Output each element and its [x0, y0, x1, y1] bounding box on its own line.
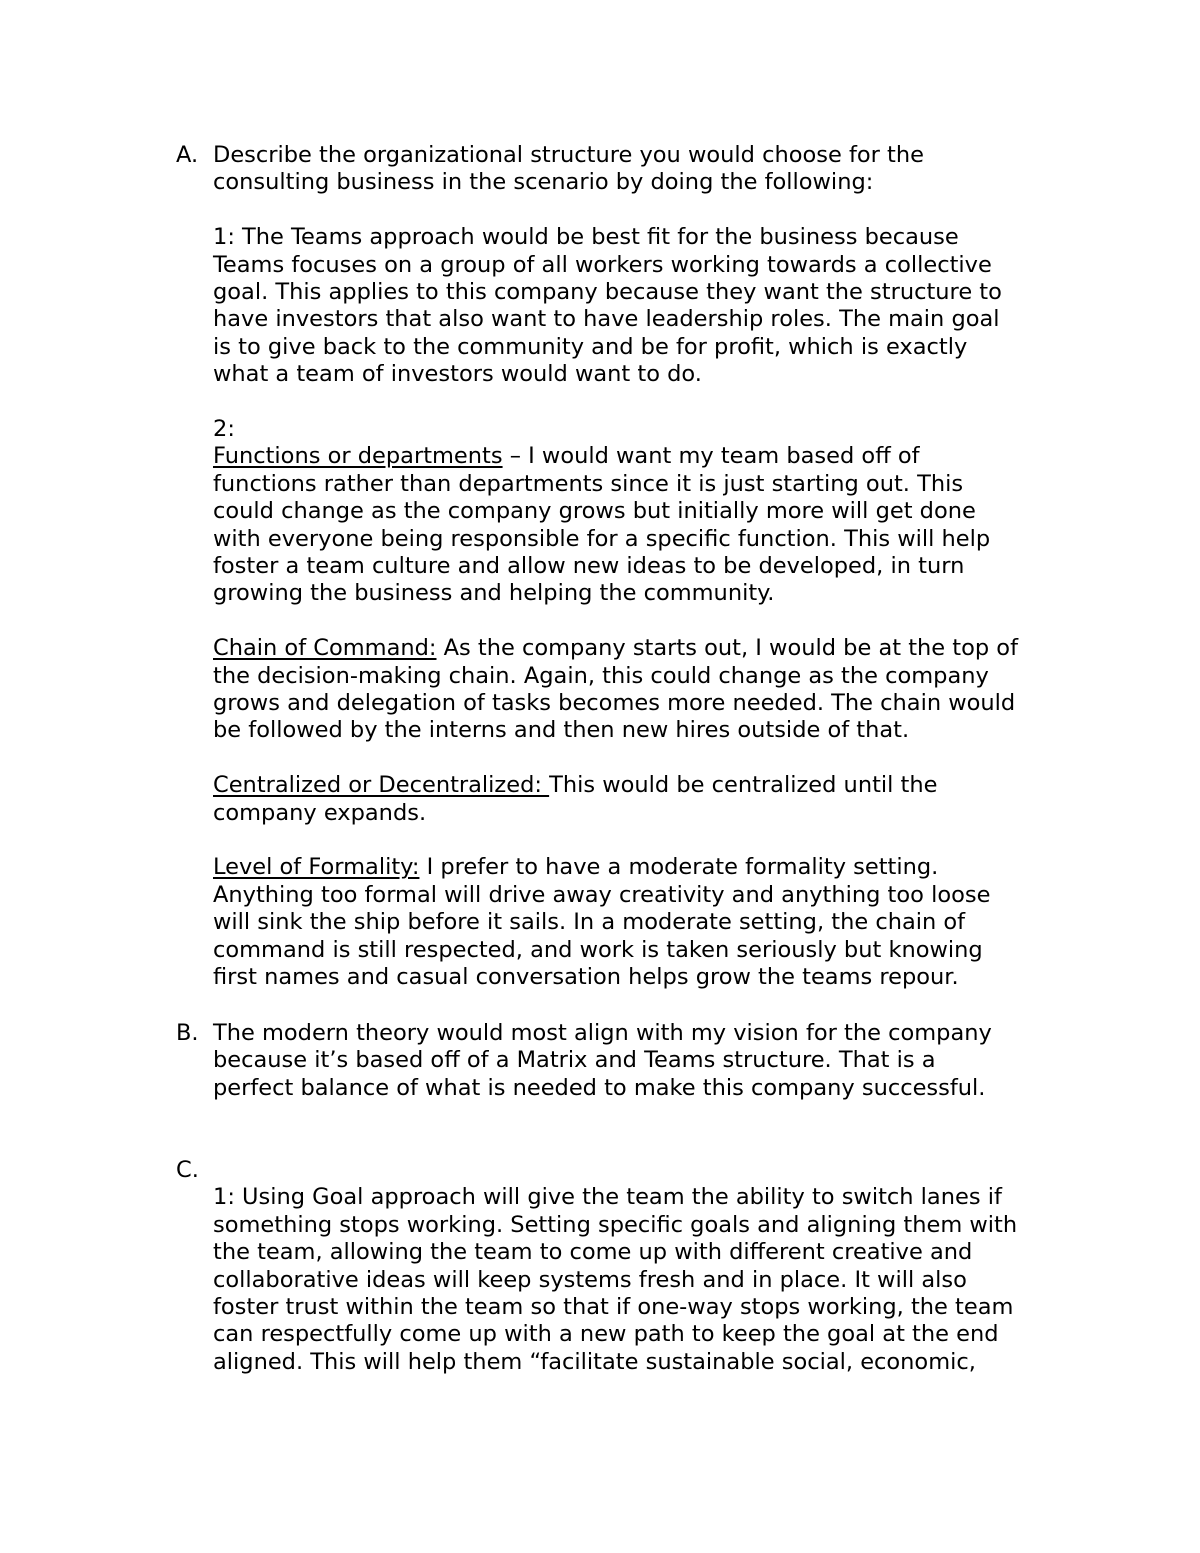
functions-heading: Functions or departments — [213, 443, 503, 470]
part1-line: what a team of investors would want to do. — [213, 361, 702, 388]
functions-line: could change as the company grows but initially more will get done — [213, 498, 976, 525]
formality-first-text: I prefer to have a moderate formality setting. — [419, 854, 939, 881]
blank-line — [213, 608, 1073, 635]
part1-line: have investors that also want to have leadership roles. The main goal — [213, 306, 1000, 333]
part1-line: is to give back to the community and be for profit, which is exactly — [213, 333, 968, 360]
section-b-line: The modern theory would most align with my vision for the company — [213, 1020, 992, 1046]
section-a-intro-line: consulting business in the scenario by doing the following: — [213, 169, 874, 196]
functions-line: growing the business and helping the community. — [213, 580, 775, 607]
chain-first-line — [213, 635, 1073, 662]
functions-first-line — [213, 443, 1073, 470]
section-a-body — [213, 142, 1073, 992]
centralized-first-line — [213, 772, 1073, 799]
part1-line: Teams focuses on a group of all workers working towards a collective — [213, 251, 992, 278]
section-c-line: something stops working. Setting specific goals and aligning them with — [213, 1211, 1018, 1238]
chain-line: the decision-making chain. Again, this could change as the company — [213, 662, 989, 689]
formality-first-line — [213, 854, 1073, 881]
chain-first-text: As the company starts out, I would be at the top of — [436, 635, 1018, 662]
part1-line: goal. This applies to this company because they want the structure to — [213, 279, 1002, 306]
blank-line — [213, 197, 1073, 224]
functions-line: with everyone being responsible for a specific function. This will help — [213, 525, 991, 552]
chain-heading: Chain of Command: — [213, 635, 437, 662]
formality-heading: Level of Formality: — [213, 854, 420, 881]
blank-line — [213, 745, 1073, 772]
section-b-line: because it’s based off of a Matrix and Teams structure. That is a — [213, 1047, 936, 1074]
centralized-heading: Centralized or Decentralized: — [213, 772, 550, 799]
functions-first-text: – I would want my team based off of — [502, 443, 920, 470]
formality-line: first names and casual conversation helps grow the teams repour. — [213, 964, 959, 991]
section-c-body — [213, 1184, 1073, 1376]
section-c-line: can respectfully come up with a new path to keep the goal at the end — [213, 1321, 999, 1348]
section-c-line: 1: Using Goal approach will give the team the ability to switch lanes if — [213, 1184, 1002, 1211]
part2-label: 2: — [213, 416, 235, 443]
section-c-marker: C. — [176, 1157, 199, 1183]
section-c-line: aligned. This will help them “facilitate sustainable social, economic, — [213, 1348, 976, 1375]
formality-line: command is still respected, and work is taken seriously but knowing — [213, 936, 983, 963]
section-c-line: foster trust within the team so that if one-way stops working, the team — [213, 1294, 1014, 1321]
section-c-line: the team, allowing the team to come up with different creative and — [213, 1239, 973, 1266]
section-b-line: perfect balance of what is needed to make this company successful. — [213, 1074, 986, 1101]
functions-line: foster a team culture and allow new ideas to be developed, in turn — [213, 553, 965, 580]
section-b-body — [213, 1020, 1073, 1102]
section-b-marker: B. — [176, 1020, 199, 1046]
section-a-marker: A. — [176, 142, 199, 168]
section-c-line: collaborative ideas will keep systems fresh and in place. It will also — [213, 1266, 967, 1293]
formality-line: will sink the ship before it sails. In a moderate setting, the chain of — [213, 909, 966, 936]
chain-line: be followed by the interns and then new hires outside of that. — [213, 717, 910, 744]
centralized-line: company expands. — [213, 799, 427, 826]
part1-line: 1: The Teams approach would be best fit for the business because — [213, 224, 959, 251]
chain-line: grows and delegation of tasks becomes more needed. The chain would — [213, 690, 1016, 717]
functions-line: functions rather than departments since it is just starting out. This — [213, 470, 964, 497]
section-a-intro-line: Describe the organizational structure you would choose for the — [213, 142, 924, 168]
formality-line: Anything too formal will drive away creativity and anything too loose — [213, 881, 991, 908]
blank-line — [213, 389, 1073, 416]
centralized-first-text: This would be centralized until the — [549, 772, 938, 799]
blank-line — [213, 827, 1073, 854]
